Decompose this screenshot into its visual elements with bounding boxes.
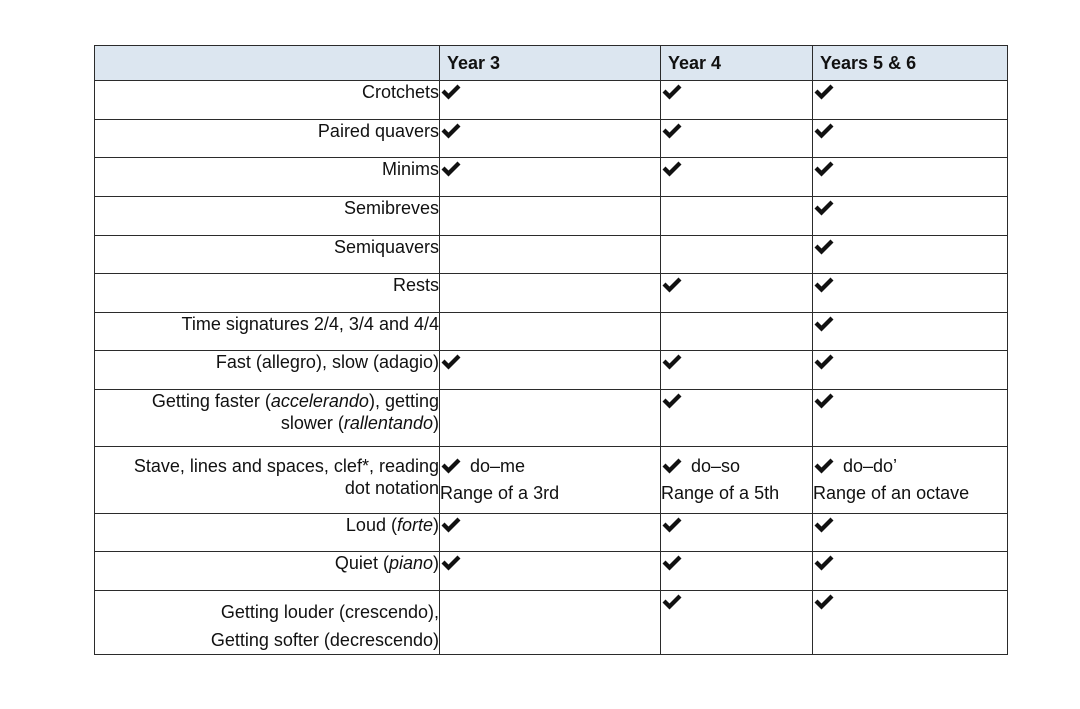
row-label: Semibreves	[95, 197, 440, 236]
check-icon	[440, 553, 464, 573]
header-years-5-6: Years 5 & 6	[813, 46, 1008, 81]
check-icon	[661, 352, 685, 372]
check-icon	[661, 121, 685, 141]
year-3-cell	[440, 552, 661, 591]
year-3-cell	[440, 158, 661, 197]
row-label: Fast (allegro), slow (adagio)	[95, 351, 440, 390]
years-5-6-cell	[813, 236, 1008, 274]
table-row	[95, 351, 1008, 390]
check-icon	[813, 198, 837, 218]
check-icon	[813, 237, 837, 257]
check-icon	[813, 553, 837, 573]
check-icon	[661, 82, 685, 102]
years-5-6-cell	[813, 81, 1008, 120]
years-5-6-cell	[813, 197, 1008, 236]
check-icon	[813, 314, 837, 334]
check-icon	[440, 121, 464, 141]
label-line-2: slower (rallentando)	[280, 413, 439, 433]
table-row	[95, 514, 1008, 552]
year-3-cell	[440, 390, 661, 447]
row-label: Minims	[95, 158, 440, 197]
year-3-cell	[440, 351, 661, 390]
label-line-1: Getting faster (accelerando), getting	[151, 391, 439, 411]
check-icon	[440, 159, 464, 179]
row-label: Quiet (piano)	[95, 552, 440, 591]
years-5-6-cell	[813, 351, 1008, 390]
year-3-cell	[440, 81, 661, 120]
year-4-cell	[661, 274, 813, 313]
check-icon	[440, 456, 464, 476]
table-row	[95, 236, 1008, 274]
year-4-cell	[661, 81, 813, 120]
year-3-cell	[440, 514, 661, 552]
years-5-6-cell	[813, 120, 1008, 158]
check-icon	[813, 592, 837, 612]
check-icon	[661, 159, 685, 179]
check-icon	[661, 456, 685, 476]
range-text: Range of an octave	[813, 483, 970, 503]
table-row	[95, 591, 1008, 655]
table-row	[95, 552, 1008, 591]
check-icon	[661, 592, 685, 612]
year-3-cell	[440, 236, 661, 274]
row-label	[95, 390, 440, 447]
year-3-cell	[440, 197, 661, 236]
years-5-6-cell	[813, 158, 1008, 197]
year-4-cell	[661, 236, 813, 274]
row-label: Semiquavers	[95, 236, 440, 274]
range-text: Range of a 5th	[661, 483, 780, 503]
table-row	[95, 274, 1008, 313]
year-4-cell	[661, 447, 813, 514]
check-icon	[813, 159, 837, 179]
table-row	[95, 158, 1008, 197]
range-text: Range of a 3rd	[440, 483, 560, 503]
year-3-cell	[440, 313, 661, 351]
year-4-cell	[661, 351, 813, 390]
label-line-2: dot notation	[344, 478, 439, 498]
table-row	[95, 81, 1008, 120]
years-5-6-cell	[813, 390, 1008, 447]
years-5-6-cell	[813, 591, 1008, 655]
years-5-6-cell	[813, 514, 1008, 552]
year-3-cell	[440, 274, 661, 313]
row-label: Time signatures 2/4, 3/4 and 4/4	[95, 313, 440, 351]
year-4-cell	[661, 197, 813, 236]
note-range: do–do’	[843, 456, 898, 476]
check-icon	[813, 352, 837, 372]
year-4-cell	[661, 158, 813, 197]
table-row	[95, 390, 1008, 447]
year-3-cell	[440, 120, 661, 158]
header-year-4: Year 4	[661, 46, 813, 81]
year-4-cell	[661, 120, 813, 158]
years-5-6-cell	[813, 447, 1008, 514]
check-icon	[813, 391, 837, 411]
year-4-cell	[661, 514, 813, 552]
years-5-6-cell	[813, 313, 1008, 351]
check-icon	[661, 275, 685, 295]
note-range: do–so	[691, 456, 741, 476]
music-curriculum-table	[94, 45, 1008, 655]
check-icon	[813, 82, 837, 102]
year-4-cell	[661, 313, 813, 351]
years-5-6-cell	[813, 552, 1008, 591]
header-row	[95, 46, 1008, 81]
year-4-cell	[661, 390, 813, 447]
label-line-2: Getting softer (decrescendo)	[210, 630, 439, 650]
header-year-3: Year 3	[440, 46, 661, 81]
year-3-cell	[440, 447, 661, 514]
check-icon	[661, 515, 685, 535]
year-3-cell	[440, 591, 661, 655]
years-5-6-cell	[813, 274, 1008, 313]
check-icon	[440, 515, 464, 535]
check-icon	[813, 515, 837, 535]
check-icon	[813, 121, 837, 141]
table-row	[95, 447, 1008, 514]
year-4-cell	[661, 591, 813, 655]
year-4-cell	[661, 552, 813, 591]
check-icon	[440, 82, 464, 102]
check-icon	[440, 352, 464, 372]
note-range: do–me	[470, 456, 526, 476]
check-icon	[813, 275, 837, 295]
row-label: Loud (forte)	[95, 514, 440, 552]
table-row	[95, 197, 1008, 236]
row-label: Crotchets	[95, 81, 440, 120]
row-label	[95, 447, 440, 514]
table-row	[95, 313, 1008, 351]
row-label	[95, 591, 440, 655]
table-row	[95, 120, 1008, 158]
row-label: Rests	[95, 274, 440, 313]
check-icon	[661, 553, 685, 573]
check-icon	[813, 456, 837, 476]
row-label: Paired quavers	[95, 120, 440, 158]
label-line-1: Getting louder (crescendo),	[220, 602, 439, 622]
header-blank	[95, 46, 440, 81]
check-icon	[661, 391, 685, 411]
label-line-1: Stave, lines and spaces, clef*, reading	[133, 456, 439, 476]
